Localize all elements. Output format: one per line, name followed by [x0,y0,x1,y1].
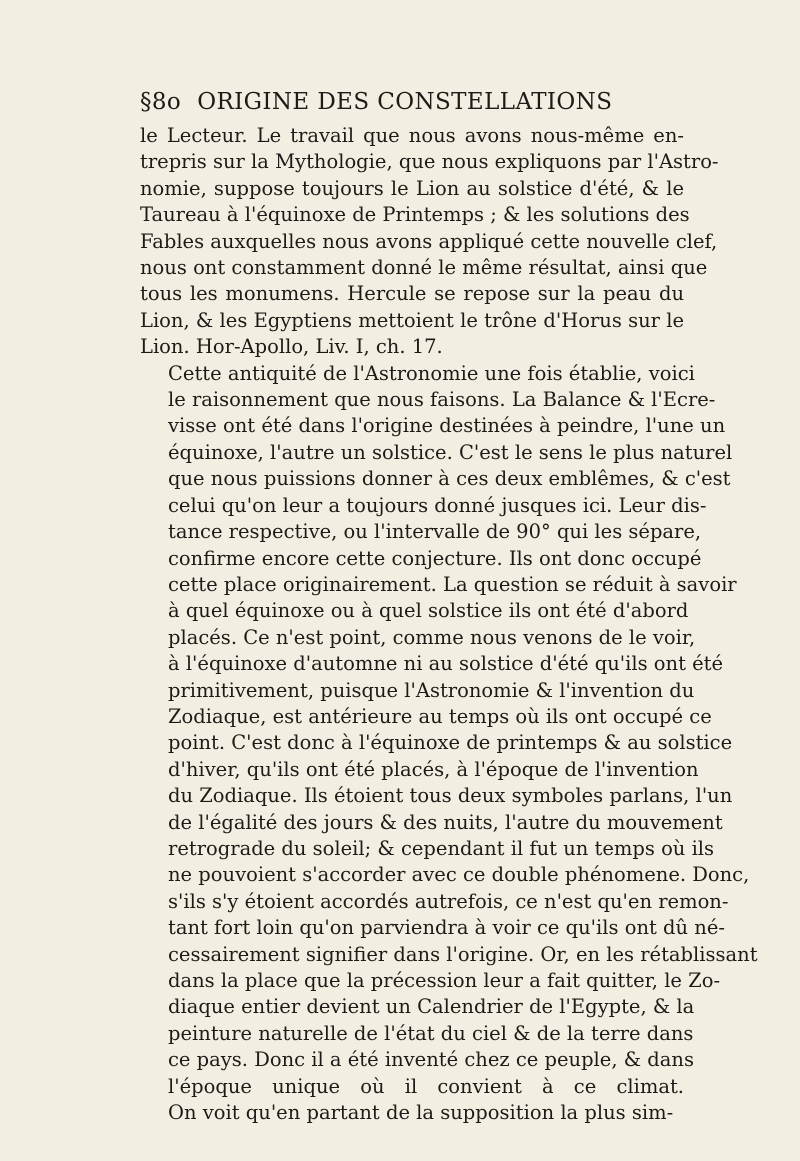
page-number: §8o [140,89,182,115]
text-line: On voit qu'en partant de la supposition la plus sim- [168,1101,674,1125]
text-line: tous les monumens. Hercule se repose sur la peau du [140,282,684,306]
text-line: dans la place que la précession leur a fait quitter, le Zo- [168,969,721,992]
text-line: du Zodiaque. Ils étoient tous deux symboles parlans, l'un [168,784,733,808]
text-line: Zodiaque, est antérieure au temps où ils ont occupé ce [168,704,712,728]
text-line: diaque entier devient un Calendrier de l'Egypte, & la [168,995,695,1019]
text-line: le Lecteur. Le travail que nous avons nous-même en- [140,124,684,147]
text-line: Lion, & les Egyptiens mettoient le trône d'Horus sur le [140,308,684,332]
text-line: de l'égalité des jours & des nuits, l'autre du mouvement [168,810,723,834]
text-line: cette place originairement. La question se réduit à savoir [168,572,737,596]
paragraph [140,361,758,1127]
text-line: équinoxe, l'autre un solstice. C'est le sens le plus naturel [168,440,733,464]
text-line: ne pouvoient s'accorder avec ce double phénomene. Donc, [168,863,750,887]
text-line: à quel équinoxe ou à quel solstice ils ont été d'abord [168,599,689,623]
text-line: trepris sur la Mythologie, que nous expliquons par l'Astro- [140,150,719,174]
text-line: visse ont été dans l'origine destinées à peindre, l'une un [168,414,726,438]
text-line: tant fort loin qu'on parviendra à voir ce qu'ils ont dû né- [168,916,725,940]
text-line: le raisonnement que nous faisons. La Balance & l'Ecre- [168,388,716,412]
page-header [140,88,684,117]
running-title: ORIGINE DES CONSTELLATIONS [197,89,613,115]
text-line: point. C'est donc à l'équinoxe de printemps & au solstice [168,731,733,755]
text-line: Cette antiquité de l'Astronomie une fois établie, voici [168,361,695,385]
paragraph [140,123,719,361]
text-line: tance respective, ou l'intervalle de 90° qui les sépare, [168,520,702,544]
text-line: retrograde du soleil; & cependant il fut un temps où ils [168,836,715,860]
body-text [140,123,758,1126]
text-line: s'ils s'y étoient accordés autrefois, ce n'est qu'en remon- [168,889,729,913]
text-line: celui qu'on leur a toujours donné jusques ici. Leur dis- [168,493,707,517]
text-line: confirme encore cette conjecture. Ils ont donc occupé [168,546,702,570]
text-line: que nous puissions donner à ces deux emblêmes, & c'est [168,467,731,491]
text-line: d'hiver, qu'ils ont été placés, à l'époque de l'invention [168,757,699,781]
text-line: nous ont constamment donné le même résultat, ainsi que [140,256,708,280]
text-line: Fables auxquelles nous avons appliqué cette nouvelle clef, [140,229,718,253]
text-line: nomie, suppose toujours le Lion au solstice d'été, & le [140,176,684,200]
text-line: placés. Ce n'est point, comme nous venons de le voir, [168,625,696,649]
text-line: Lion. Hor-Apollo, Liv. I, ch. 17. [140,335,443,359]
text-line: cessairement signifier dans l'origine. Or, en les rétablissant [168,942,758,966]
text-line: à l'équinoxe d'automne ni au solstice d'été qu'ils ont été [168,652,724,676]
text-line: peinture naturelle de l'état du ciel & de la terre dans [168,1021,694,1045]
text-line: ce pays. Donc il a été inventé chez ce peuple, & dans [168,1048,694,1072]
text-line: primitivement, puisque l'Astronomie & l'invention du [168,678,695,702]
text-line: Taureau à l'équinoxe de Printemps ; & les solutions des [140,203,690,227]
text-line: l'époque unique où il convient à ce climat. [168,1074,684,1098]
